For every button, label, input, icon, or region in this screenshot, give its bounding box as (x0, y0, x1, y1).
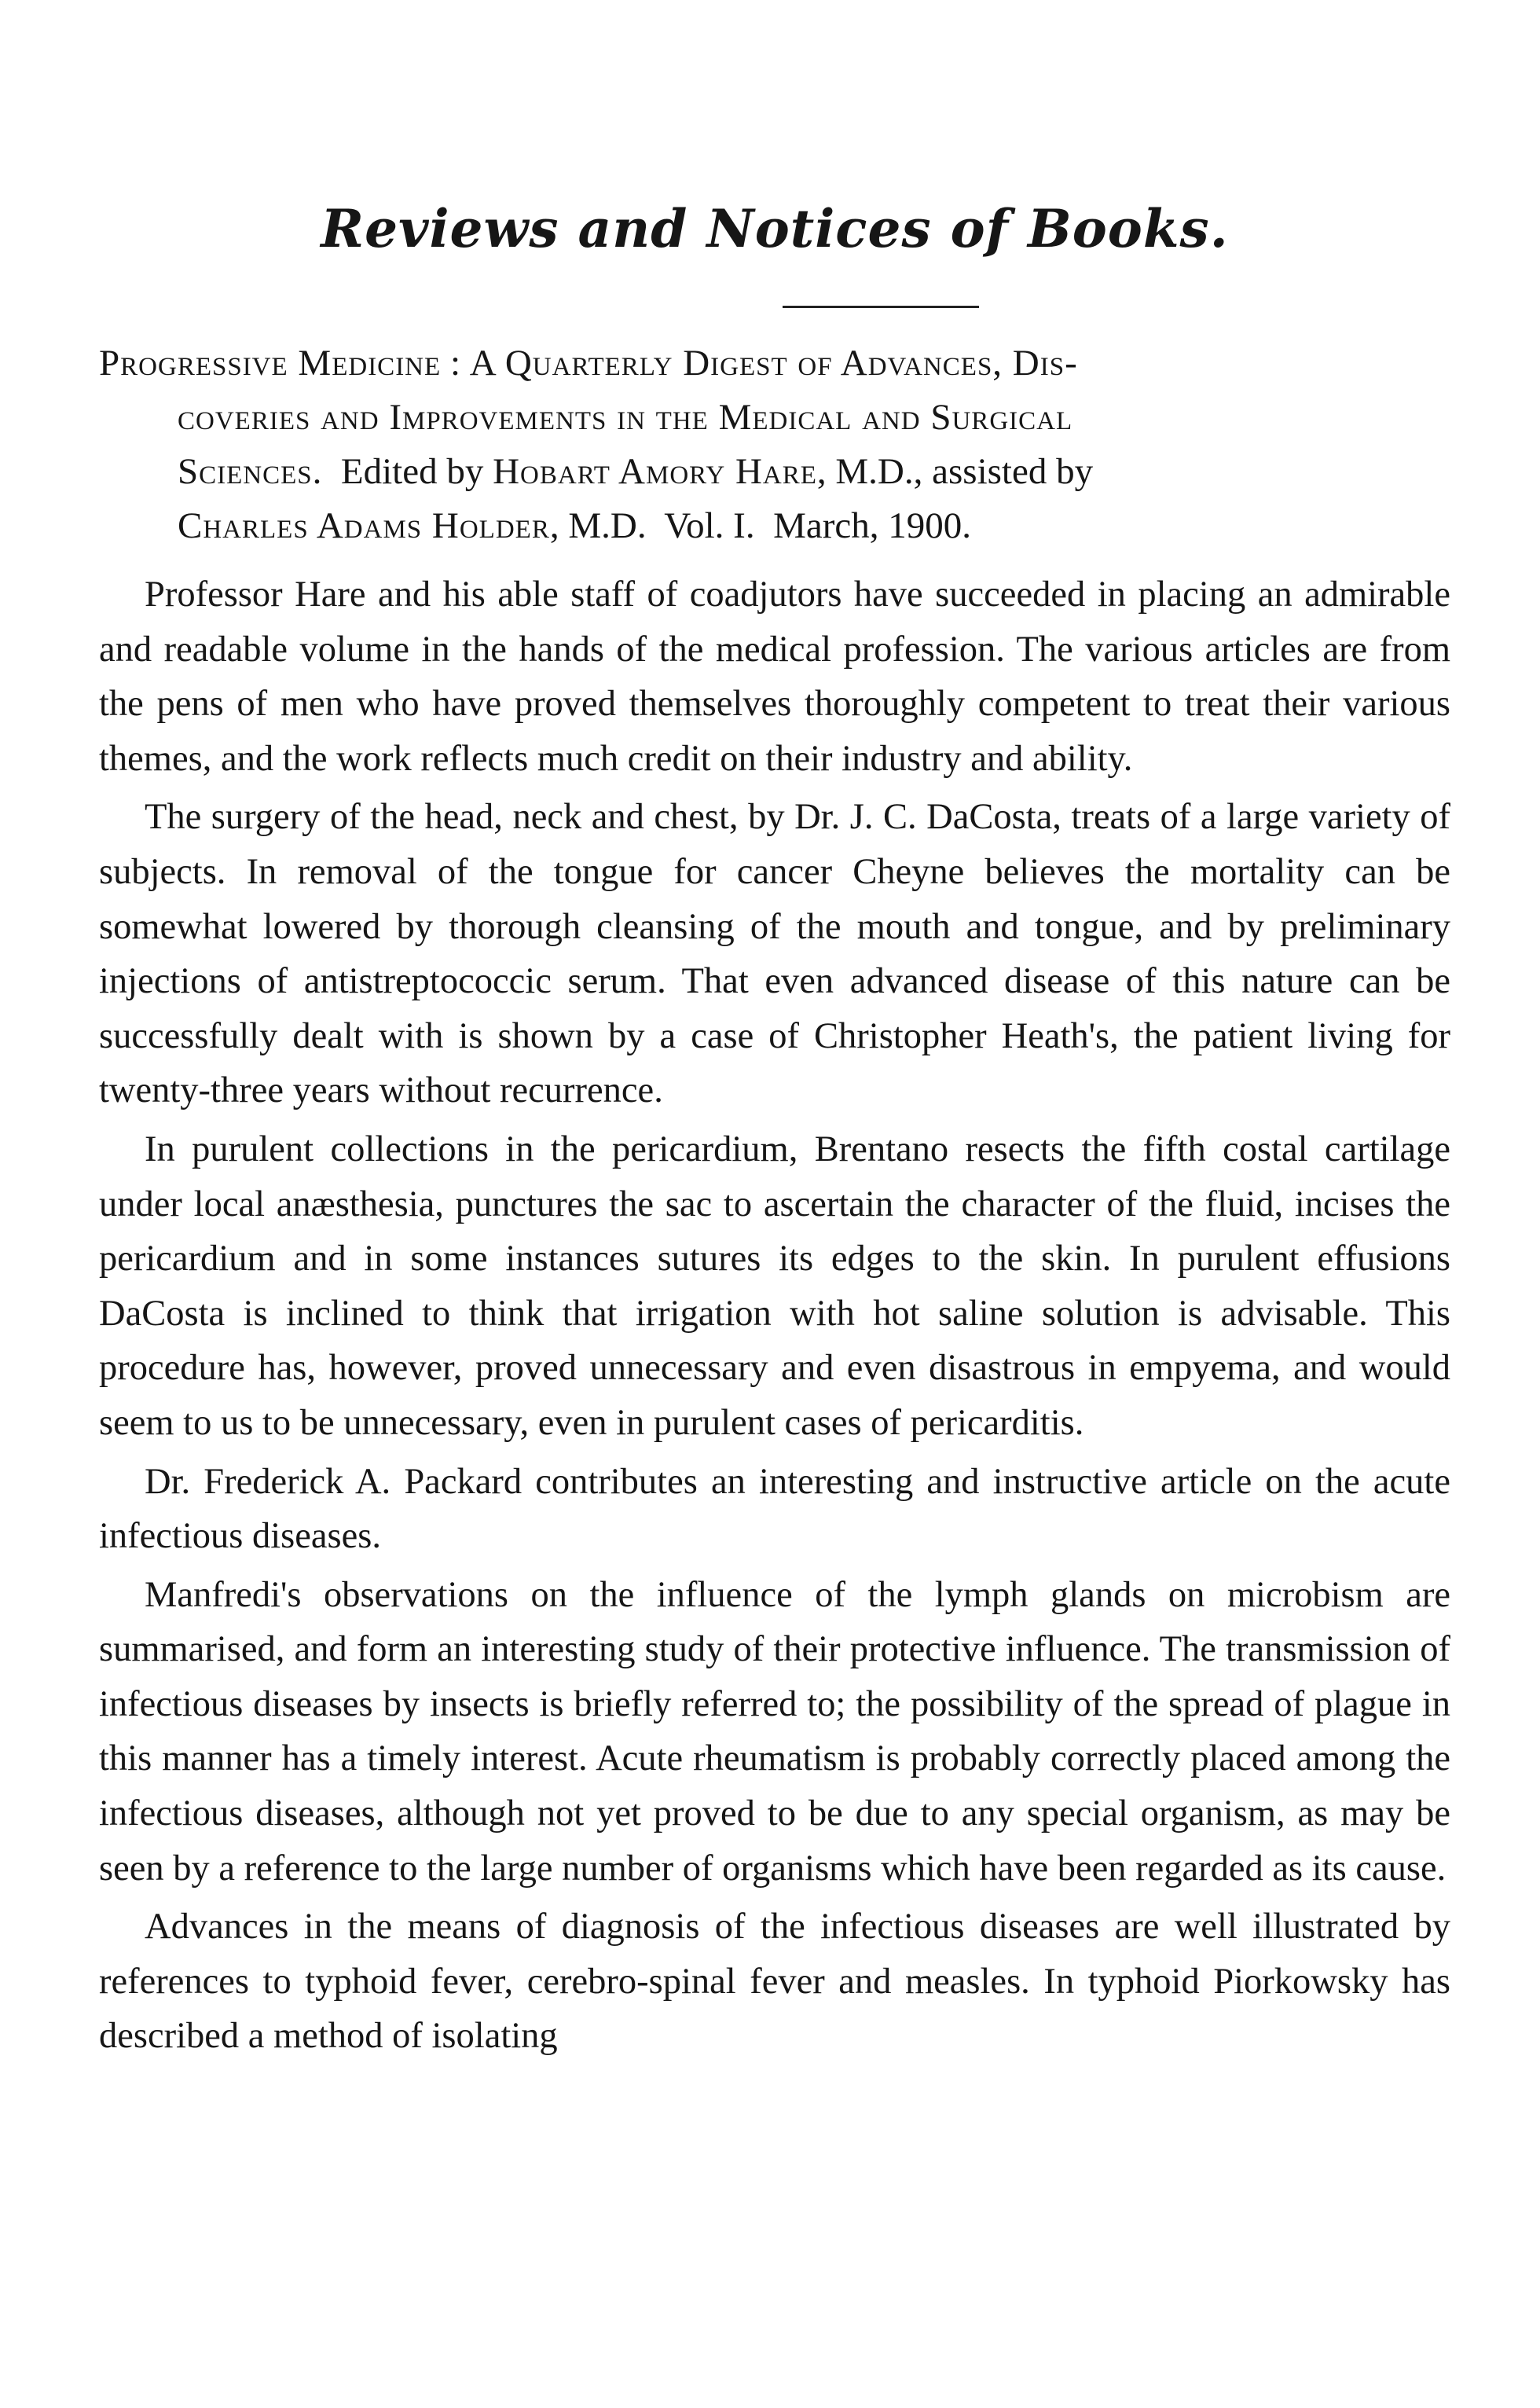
volume: Vol. I. (664, 505, 755, 546)
paragraph-6: Advances in the means of diagnosis of the infectious diseases are well illustrated by references to typhoid fever, cerebro-spinal fever and measles. In typhoid Piorkowsky has described a method of isolating (99, 1907, 1450, 2057)
section-title: Reviews and Notices of Books. (321, 198, 1229, 259)
book-subtitle-1: A Quarterly Digest of Advances, Dis- (469, 343, 1078, 384)
book-subtitle-2: coveries and Improvements in the Medical and Surgical (178, 397, 1073, 438)
paragraph-3: In purulent collections in the pericardium, Brentano resects the fifth costal cartilage under local anæsthesia, punctures the sac to ascertain the character of the fluid, incises the pericardium and in some instances sutures its edges to the skin. In purulent effusions DaCosta is inclined to think that irrigation with hot saline solution is advisable. This procedure has, however, proved unnecessary and even disastrous in empyema, and would seem to us to be unnecessary, even in purulent cases of pericarditis. (99, 1129, 1450, 1443)
assistant-degree: M.D. (568, 505, 647, 546)
assistant-name: Charles Adams Holder (178, 505, 550, 546)
paragraph-2: The surgery of the head, neck and chest, by Dr. J. C. DaCosta, treats of a large variety of subjects. In removal of the tongue for cancer Cheyne believes the mortality can be somewhat lowered by thorough cleansing of the mouth and tongue, and by preliminary injections of antistreptococcic serum. That even advanced disease of this nature can be successfully dealt with is shown by a case of Christopher Heath's, the patient living for twenty-three years without recurrence. (99, 797, 1450, 1111)
paragraph-5: Manfredi's observations on the influence of the lymph glands on microbism are summarised, and form an interesting study of their protective influence. The transmission of infectious diseases by insects is briefly referred to; the possibility of the spread of plague in this manner has a timely interest. Acute rheumatism is probably correctly placed among the infectious diseases, although not yet proved to be due to any special organism, as may be seen by a reference to the large number of organisms which have been regarded as its cause. (99, 1574, 1450, 1889)
book-subtitle-3: Sciences. (178, 451, 323, 492)
edited-by-label: Edited by (340, 451, 484, 492)
review-body (99, 567, 1450, 2068)
book-title: Progressive Medicine (99, 343, 442, 384)
review-heading: Progressive Medicine : A Quarterly Digest of Advances, Dis- coveries and Improvements in the Medical and Surgical Sciences. Edited by Hobart Amory Hare, M.D., assisted by Charles Adams Holder, M.D. Vol. I. March, 1900. (99, 343, 1094, 546)
title-divider (783, 306, 979, 308)
paragraph-1: Professor Hare and his able staff of coadjutors have succeeded in placing an admirable and readable volume in the hands of the medical profession. The various articles are from the pens of men who have proved themselves thoroughly competent to treat their various themes, and the work reflects much credit on their industry and ability. (99, 574, 1450, 779)
editor-degree: M.D. (835, 451, 914, 492)
publication-date: March, 1900. (773, 505, 971, 546)
assisted-by-label: assisted by (932, 451, 1094, 492)
paragraph-4: Dr. Frederick A. Packard contributes an interesting and instructive article on the acute infectious diseases. (99, 1461, 1450, 1557)
editor-name: Hobart Amory Hare (493, 451, 817, 492)
